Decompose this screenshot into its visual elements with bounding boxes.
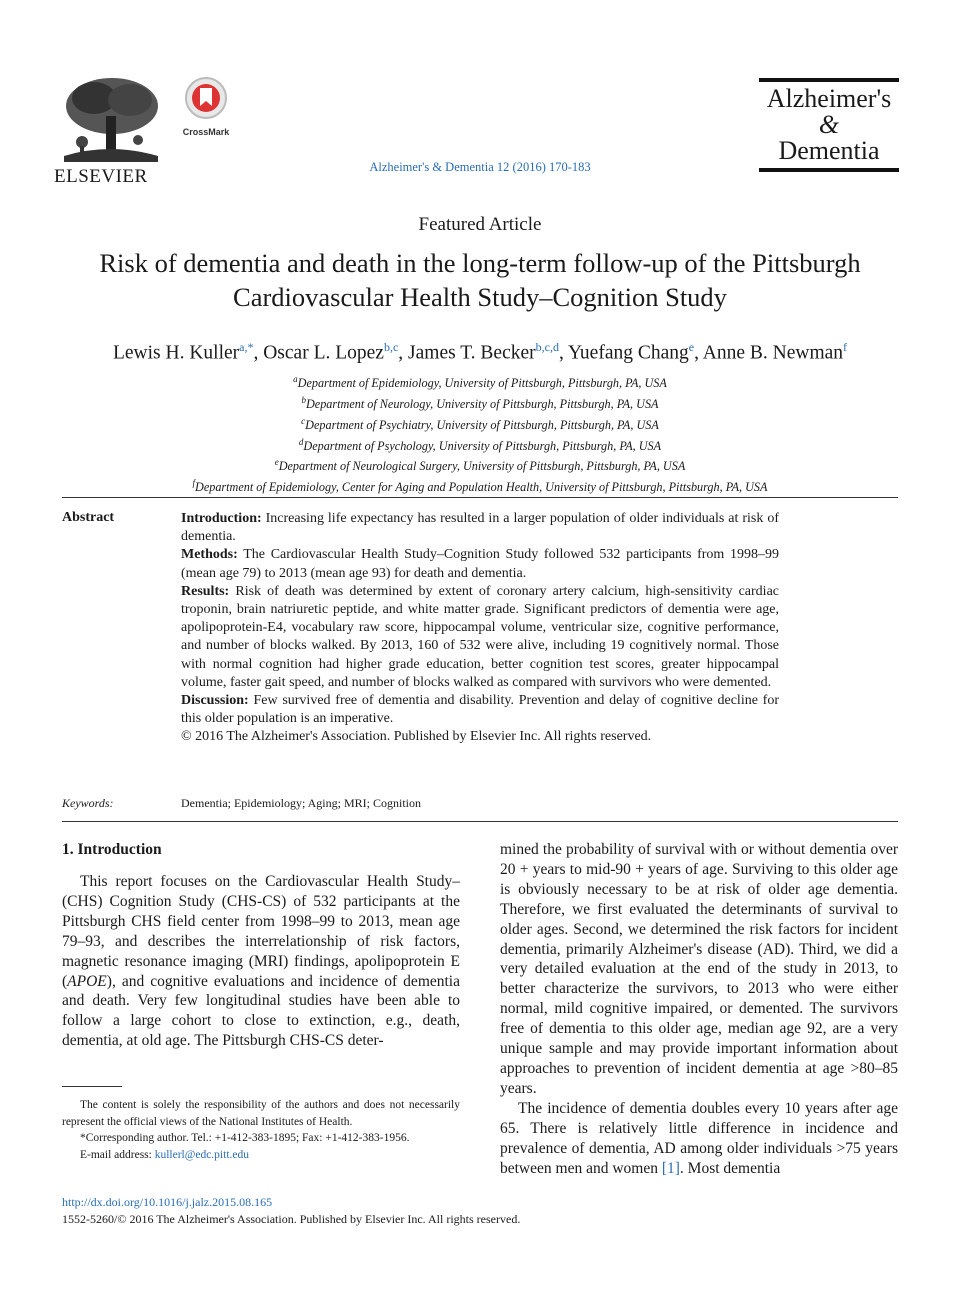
abstract-introduction — [181, 510, 779, 546]
funding-footnote: The content is solely the responsibility of the authors and does not necessarily represent the official views of the National Institutes of Health. — [62, 1099, 460, 1128]
doi-link[interactable]: http://dx.doi.org/10.1016/j.jalz.2015.08.165 — [62, 1195, 273, 1209]
affiliation-text: Department of Epidemiology, Center for Aging and Population Health, University of Pittsburgh, Pittsburgh, PA, USA — [195, 480, 768, 495]
email-label: E-mail address: — [80, 1148, 155, 1161]
body-top-divider — [62, 821, 898, 822]
body-paragraph: mined the probability of survival with or without dementia over 20 + years to mid-90 + years of age. Surviving to this older age is obviously necessary to be at risk of older age dementia. Therefore, we first evaluated the determinants of survival to older ages. Second, we determined the risk factors for incident dementia, primarily Alzheimer's disease (AD). Third, we did a very detailed evaluation at the end of the study in 2013, to better characterize the survivors, to 2013 who were either normal, mild cognitive impaired, or demented. The survivors free of dementia to this older age, median age 92, are a very unique sample and may provide important information about approaches to prevention of incident dementia at age >80–85 years. — [500, 841, 898, 1097]
body-paragraph — [62, 872, 460, 1051]
issn-copyright: 1552-5260/© 2016 The Alzheimer's Association. Published by Elsevier Inc. All rights reserved. — [62, 1212, 521, 1226]
logo-top-rule — [759, 78, 899, 82]
reference-link[interactable]: [1] — [661, 1159, 680, 1177]
affiliation-marker: f — [192, 478, 196, 489]
affiliation — [40, 475, 920, 496]
journal-logo — [758, 78, 900, 172]
article-title: Risk of dementia and death in the long-term follow-up of the Pittsburgh Cardiovascular Health Study–Cognition Study — [99, 248, 861, 312]
abstract-discussion — [181, 692, 779, 728]
abstract-subhead: Methods: — [181, 547, 238, 563]
abstract-body — [181, 510, 779, 747]
affiliation — [40, 454, 920, 475]
right-column — [500, 840, 898, 1178]
author-name: Yuefang Chang — [568, 342, 689, 364]
footnote-divider — [62, 1086, 122, 1087]
section-heading: 1. Introduction — [62, 841, 162, 858]
author-affiliation-link[interactable]: f — [843, 340, 848, 354]
affiliation-text: Department of Psychology, University of Pittsburgh, Pittsburgh, PA, USA — [303, 438, 662, 453]
journal-citation-link[interactable]: Alzheimer's & Dementia 12 (2016) 170-183 — [369, 160, 591, 174]
abstract-text: The Cardiovascular Health Study–Cognition Study followed 532 participants from 1998–99 (mean age 79) to 2013 (mean age 93) for death and dementia. — [181, 547, 779, 581]
crossmark-icon — [184, 76, 228, 120]
author-list: Lewis H. Kuller$^{a,*}$, Oscar L. Lopez$^{b,c}$, James T. Becker$^{b,c,d}$, Yuefang Chang$^e$, Anne B. Newman$^f$ — [112, 340, 848, 364]
abstract-results — [181, 583, 779, 692]
affiliation — [40, 434, 920, 455]
body-text: The incidence of dementia doubles every 10 years after age 65. There is relatively little difference in incidence and prevalence of dementia, AD among older individuals >75 years between men and women — [500, 1099, 898, 1177]
affiliation-text: Department of Psychiatry, University of Pittsburgh, Pittsburgh, PA, USA — [305, 417, 659, 432]
abstract-text: Risk of death was determined by extent of coronary artery calcium, high-sensitivity cardiac troponin, brain natriuretic peptide, and white matter grade. Significant predictors of dementia were age, apolipoprotein-E4, vocabulary raw score, hippocampal volume, ventricular size, cognitive performance, and number of blocks walked. By 2013, 160 of 532 were alive, including 19 cognitively normal. Those with normal cognition had higher grade education, better cognition test scores, greater hippocampal volume, faster gait speed, and number of blocks walked as compared with survivors who were demented. — [181, 583, 779, 690]
abstract-subhead: Results: — [181, 583, 230, 599]
body-text: This report focuses on the Cardiovascular Health Study–(CHS) Cognition Study (CHS-CS) of 532 participants at the Pittsburgh CHS field center from 1998–99 to 2013, mean age 79–93, and describes the interrelationship of risk factors, magnetic resonance imaging (MRI) findings, apolipoprotein E ( — [62, 873, 460, 990]
abstract-label: Abstract — [62, 510, 115, 525]
keywords-label: Keywords: — [62, 796, 114, 810]
affiliation-marker: b — [301, 394, 306, 405]
crossmark-label: CrossMark — [182, 127, 230, 137]
journal-logo-line2: Dementia — [778, 136, 880, 165]
author-name: Oscar L. Lopez — [263, 342, 384, 364]
abstract-subhead: Discussion: — [181, 693, 249, 709]
logo-bottom-rule — [759, 168, 899, 172]
crossmark-badge[interactable] — [180, 76, 232, 137]
abstract-top-divider — [62, 497, 898, 498]
author-affiliation-link[interactable]: b,c,d — [535, 340, 559, 354]
affiliation-text: Department of Neurological Surgery, University of Pittsburgh, Pittsburgh, PA, USA — [278, 459, 686, 474]
footnotes — [62, 1097, 460, 1163]
affiliation-marker: a — [293, 374, 298, 384]
elsevier-tree-logo — [54, 72, 166, 164]
affiliation — [40, 392, 920, 413]
keywords-list: Dementia; Epidemiology; Aging; MRI; Cognition — [181, 796, 421, 810]
affiliation-list — [40, 371, 920, 496]
publisher-name: ELSEVIER — [54, 166, 148, 187]
affiliation-marker: d — [298, 436, 304, 447]
corresponding-author-footnote: *Corresponding author. Tel.: +1-412-383-1895; Fax: +1-412-383-1956. — [80, 1132, 410, 1145]
email-footnote — [62, 1147, 460, 1164]
author-name: Anne B. Newman — [702, 342, 844, 364]
body-text: ), and cognitive evaluations and incidence of dementia and death. Very few longitudinal studies have been able to follow a large cohort to close to extinction, e.g., death, dementia, at old age. The Pittsburgh CHS-CS deter- — [62, 972, 460, 1050]
body-text: . Most dementia — [679, 1159, 781, 1177]
gene-name: APOE — [67, 972, 107, 990]
affiliation — [40, 413, 920, 434]
article-type: Featured Article — [418, 214, 542, 235]
left-column — [62, 872, 460, 1051]
abstract-text: Increasing life expectancy has resulted in a larger population of older individuals at risk of dementia. — [181, 511, 780, 545]
affiliation — [40, 371, 920, 392]
affiliation-text: Department of Epidemiology, University of Pittsburgh, Pittsburgh, PA, USA — [297, 376, 667, 391]
author-affiliation-link[interactable]: e — [688, 340, 695, 354]
author-affiliation-link[interactable]: b,c — [383, 340, 399, 354]
abstract-text: Few survived free of dementia and disability. Prevention and delay of cognitive decline for this older population is an imperative. — [181, 693, 780, 727]
author-name: Lewis H. Kuller — [112, 342, 240, 364]
journal-logo-ampersand: & — [818, 110, 840, 139]
author-affiliation-link[interactable]: a,* — [239, 340, 254, 354]
email-link[interactable]: kullerl@edc.pitt.edu — [154, 1148, 249, 1161]
body-paragraph — [500, 1099, 898, 1179]
affiliation-marker: c — [301, 415, 306, 426]
abstract-subhead: Introduction: — [181, 511, 262, 526]
affiliation-text: Department of Neurology, University of Pittsburgh, Pittsburgh, PA, USA — [305, 396, 659, 411]
abstract-methods — [181, 546, 779, 582]
abstract-copyright: © 2016 The Alzheimer's Association. Published by Elsevier Inc. All rights reserved. — [181, 729, 652, 745]
author-name: James T. Becker — [408, 342, 536, 364]
journal-logo-line1: Alzheimer's — [766, 84, 892, 113]
affiliation-marker: e — [274, 457, 279, 468]
